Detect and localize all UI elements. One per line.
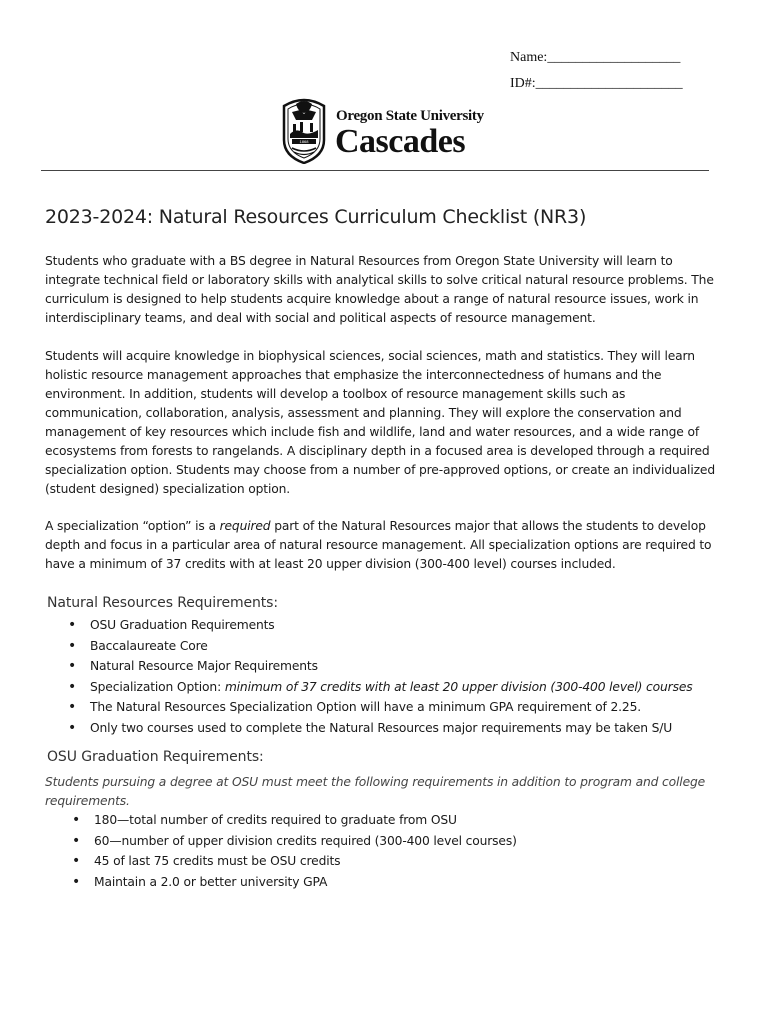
name-field[interactable]: Name:___________________ <box>510 50 681 65</box>
list-item: • 180—total number of credits required to graduate from OSU <box>72 810 517 831</box>
osu-requirements-list <box>72 810 517 892</box>
knowledge-paragraph: Students will acquire knowledge in biophysical sciences, social sciences, math and statistics. They will learn holistic resource management approaches that emphasize the interconnectedness of humans and the environment. In addition, students will develop a toolbox of resource management skills such as communication, collaboration, analysis, assessment and planning. They will explore the conservation and management of key resources which include fish and wildlife, land and water resources, and a wide range of ecosystems from forests to rangelands. A disciplinary depth in a focused area is developed through a required specialization option. Students may choose from a number of pre-approved options, or create an individualized (student designed) specialization option. <box>45 349 715 496</box>
specialization-paragraph <box>45 517 725 574</box>
osu-requirements-heading: OSU Graduation Requirements: <box>47 749 264 765</box>
nr-requirements-list <box>68 615 693 738</box>
id-field[interactable]: ID#:_____________________ <box>510 76 683 91</box>
list-item: • Baccalaureate Core <box>68 636 693 657</box>
osu-requirements-note: Students pursuing a degree at OSU must meet the following requirements in addition to program and college requirements. <box>45 775 706 808</box>
list-item: • OSU Graduation Requirements <box>68 615 693 636</box>
seal-year: 1868 <box>299 139 309 145</box>
osu-seal-icon <box>280 96 328 164</box>
list-item: • 45 of last 75 credits must be OSU credits <box>72 851 517 872</box>
list-item: • Only two courses used to complete the Natural Resources major requirements may be taken S/U <box>68 718 693 739</box>
logo-campus-name: Cascades <box>335 123 466 160</box>
list-item: • The Natural Resources Specialization Option will have a minimum GPA requirement of 2.25. <box>68 697 693 718</box>
specialization-required-emphasis: required <box>219 519 271 533</box>
list-item: • Specialization Option: minimum of 37 credits with at least 20 upper division (300-400 level) courses <box>68 677 693 698</box>
intro-paragraph: Students who graduate with a BS degree in Natural Resources from Oregon State University will learn to integrate technical field or laboratory skills with analytical skills to solve critical natural resource problems. The curriculum is designed to help students acquire knowledge about a range of natural resource issues, work in interdisciplinary teams, and deal with social and political aspects of resource management. <box>45 254 714 325</box>
osu-cascades-logo <box>280 96 500 166</box>
page-title: 2023-2024: Natural Resources Curriculum Checklist (NR3) <box>45 206 587 228</box>
list-item: • 60—number of upper division credits required (300-400 level courses) <box>72 831 517 852</box>
list-item: • Natural Resource Major Requirements <box>68 656 693 677</box>
specialization-credit-requirement: minimum of 37 credits with at least 20 upper division (300-400 level) courses <box>224 679 693 694</box>
student-info-fields <box>510 48 683 94</box>
nr-requirements-heading: Natural Resources Requirements: <box>47 595 278 611</box>
list-item: • Maintain a 2.0 or better university GPA <box>72 872 517 893</box>
specialization-text-end: part of the Natural Resources major that allows the students to develop depth and focus in a particular area of natural resource management. All specialization options are required to have a minimum of 37 credits with at least 20 upper division (300-400 level) courses included. <box>45 519 712 571</box>
logo-university-name: Oregon State University <box>336 108 484 124</box>
specialization-text-start: A specialization “option” is a <box>45 519 220 533</box>
header-divider <box>41 170 709 171</box>
